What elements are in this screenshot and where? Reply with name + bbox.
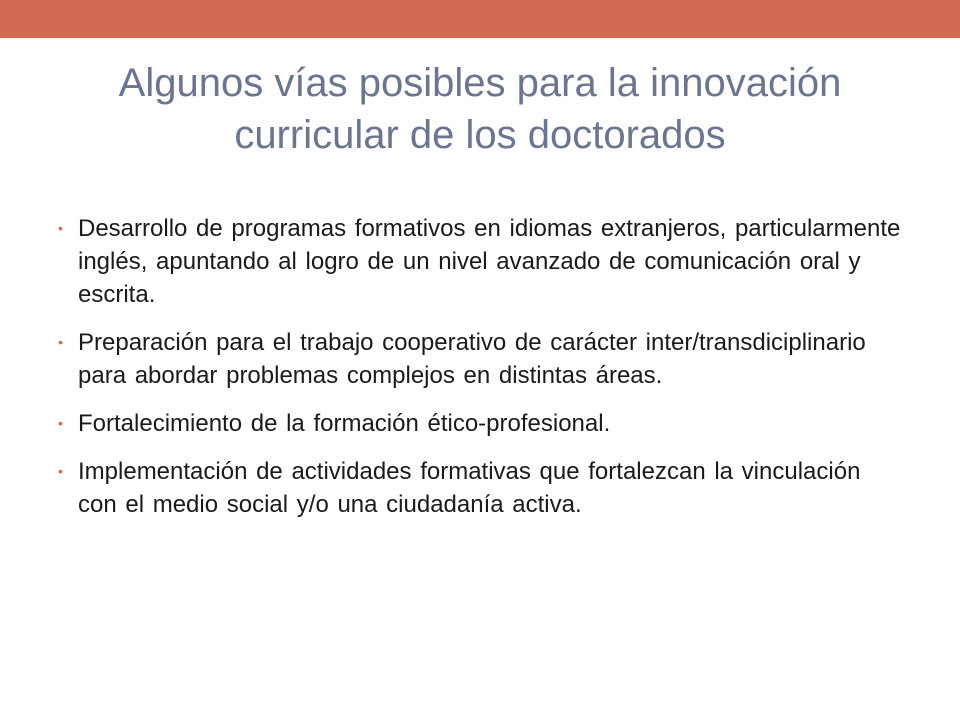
bullet-text: Desarrollo de programas formativos en idiomas extranjeros, particularmente inglés, apuntando al logro de un nivel avanzado de comunicación oral y escrita. <box>78 215 901 308</box>
bullet-item <box>56 326 906 392</box>
bullet-dot-icon: • <box>58 415 63 431</box>
bullet-dot-icon: • <box>58 334 63 350</box>
bullet-item <box>56 455 906 521</box>
bullet-text: Fortalecimiento de la formación ético-profesional. <box>78 410 611 437</box>
bullet-dot-icon: • <box>58 220 63 236</box>
slide-title: Algunos vías posibles para la innovación curricular de los doctorados <box>118 61 842 157</box>
top-accent-bar <box>0 0 960 38</box>
bullet-text: Preparación para el trabajo cooperativo de carácter inter/transdiciplinario para abordar problemas complejos en distintas áreas. <box>78 329 866 389</box>
bullet-dot-icon: • <box>58 463 63 479</box>
bullet-list <box>56 212 906 536</box>
bullet-item <box>56 407 906 440</box>
bullet-item <box>56 212 906 311</box>
bullet-text: Implementación de actividades formativas que fortalezcan la vinculación con el medio social y/o una ciudadanía activa. <box>78 458 861 518</box>
